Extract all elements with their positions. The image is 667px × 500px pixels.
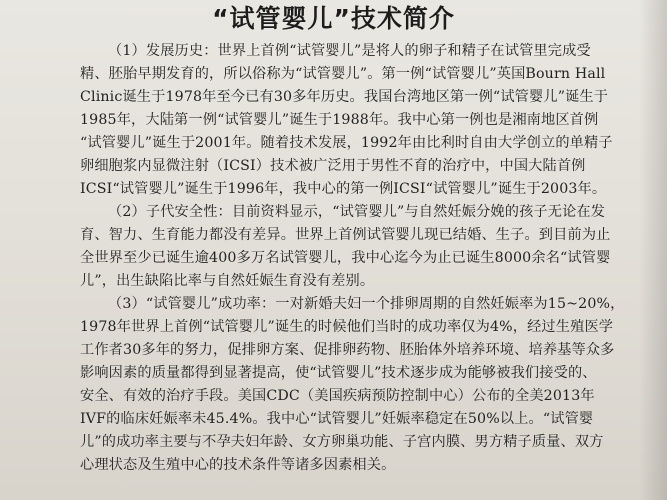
text-line: 儿”，出生缺陷比率与自然妊娠生育没有差别。 (80, 273, 375, 289)
document-title: “试管婴儿”技术简介 (212, 4, 455, 33)
text-line: 育、智力、生育能力都没有差异。世界上首例试管婴儿现已结婚、生子。到目前为止 (80, 227, 611, 243)
text-line: IVF的临床妊娠率未45.4%。我中心“试管婴儿”妊娠率稳定在50%以上。“试管婴 (80, 411, 594, 427)
text-line: 安全、有效的治疗手段。美国CDC（美国疾病预防控制中心）公布的全美2013年 (80, 388, 595, 404)
text-line: 1985年，大陆第一例“试管婴儿”诞生于1988年。我中心第一例也是湘南地区首例 (80, 112, 599, 128)
text-line: （2）子代安全性：目前资料显示，“试管婴儿”与自然妊娠分娩的孩子无论在发 (108, 204, 606, 220)
text-line: （3）“试管婴儿”成功率：一对新婚夫妇一个排卵周期的自然妊娠率为15~20%， (108, 296, 625, 312)
text-line: 影响因素的质量都得到显著提高，使“试管婴儿”技术逐步成为能够被我们接受的、 (80, 365, 597, 381)
document-body (80, 40, 642, 477)
text-line: “试管婴儿”诞生于2001年。随着技术发展，1992年由比利时自由大学创立的单精子 (80, 135, 613, 151)
text-line: 心理状态及生殖中心的技术条件等诸多因素相关。 (80, 457, 396, 473)
text-line: 精、胚胎早期发育的，所以俗称为“试管婴儿”。第一例“试管婴儿”英国Bourn Hall (80, 66, 606, 82)
text-line: （1）发展历史：世界上首例“试管婴儿”是将人的卵子和精子在试管里完成受 (108, 43, 591, 59)
text-line: Clinic诞生于1978年至今已有30多年历史。我国台湾地区第一例“试管婴儿”诞生于 (80, 89, 609, 105)
page-edge-shadow (639, 0, 667, 500)
text-line: 全世界至少已诞生逾400多万名试管婴儿，我中心迄今为止已诞生8000余名“试管婴 (80, 250, 611, 266)
text-line: 1978年世界上首例“试管婴儿”诞生的时候他们当时的成功率仅为4%，经过生殖医学 (80, 319, 614, 335)
text-line: 工作者30多年的努力，促排卵方案、促排卵药物、胚胎体外培养环境、培养基等众多 (80, 342, 615, 358)
text-line: 儿”的成功率主要与不孕夫妇年龄、女方卵巢功能、子宫内膜、男方精子质量、双方 (80, 434, 604, 450)
text-line: ICSI“试管婴儿”诞生于1996年，我中心的第一例ICSI“试管婴儿”诞生于2003年。 (80, 181, 607, 197)
text-line: 卵细胞浆内显微注射（ICSI）技术被广泛用于男性不育的治疗中，中国大陆首例 (80, 158, 586, 174)
